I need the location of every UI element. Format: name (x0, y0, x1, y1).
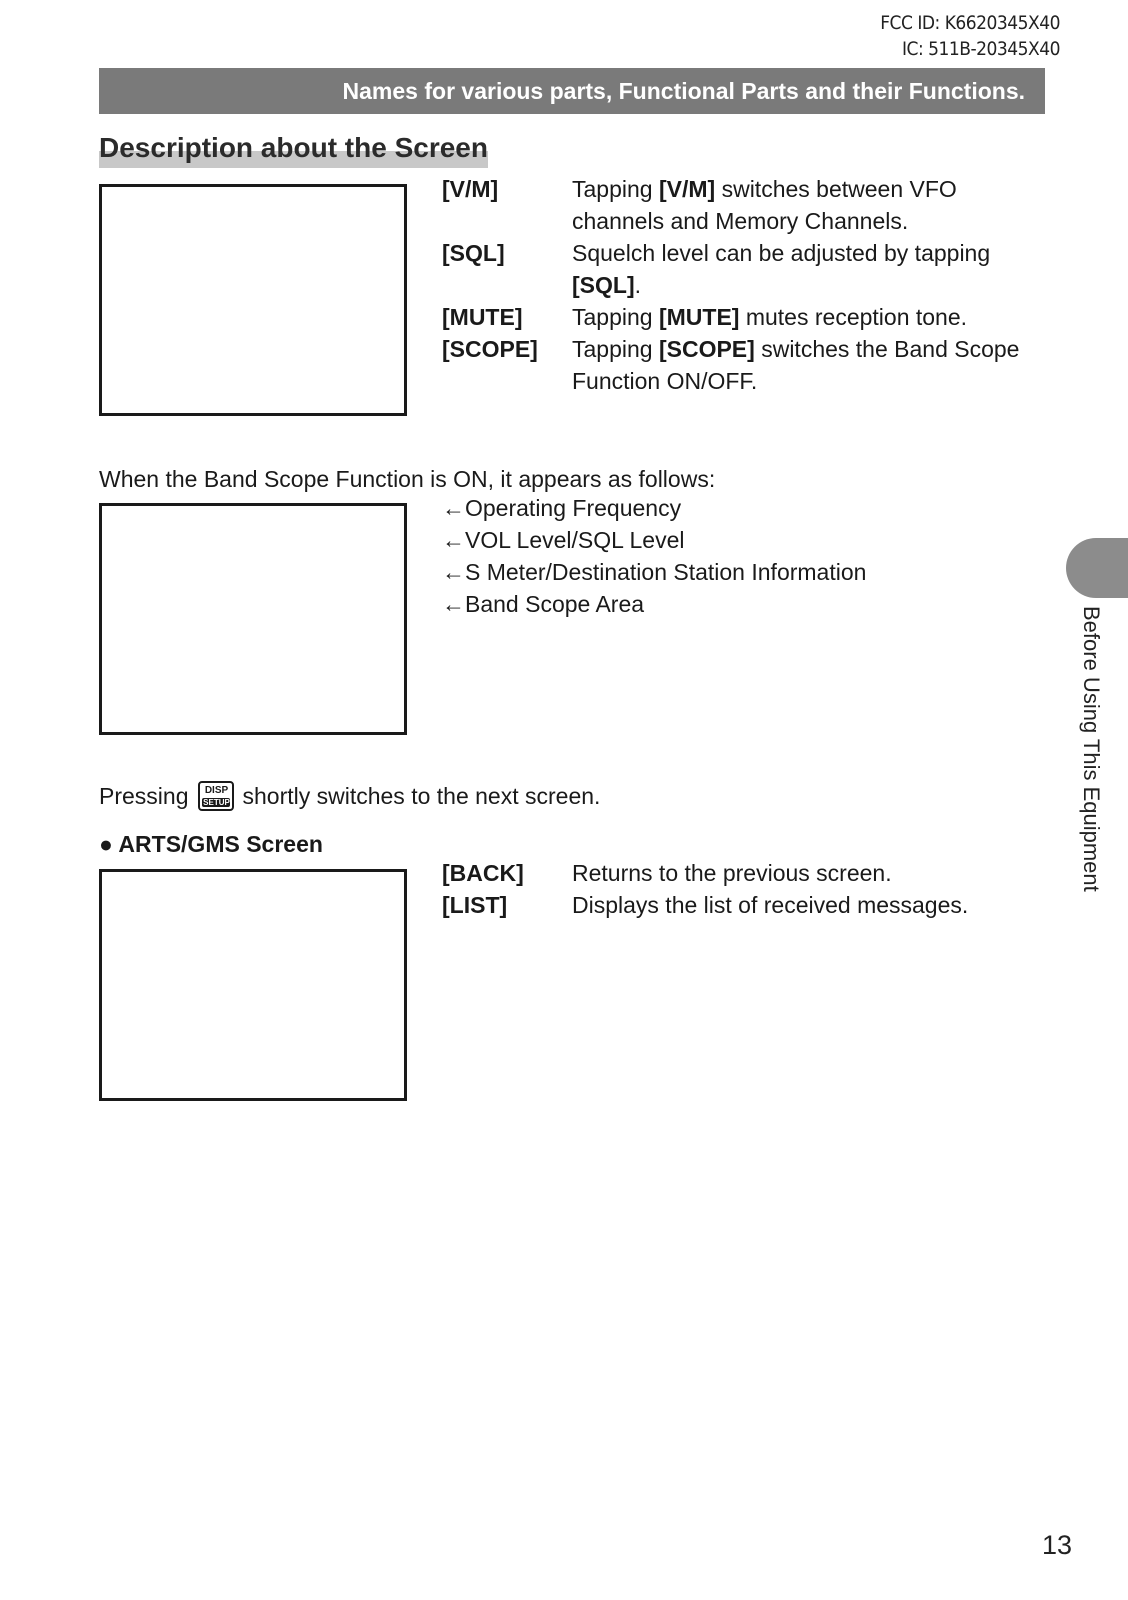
main-keys-list (442, 173, 1042, 397)
key-term: [LIST] (442, 892, 508, 918)
band-scope-callouts (442, 492, 866, 620)
key-term: [SQL] (442, 240, 505, 266)
page-number: 13 (1041, 1530, 1072, 1560)
pressing-line (99, 780, 600, 813)
key-desc: Squelch level can be adjusted by tapping [SQL]. (572, 240, 991, 298)
key-row-back (442, 857, 1042, 889)
arts-keys-list (442, 857, 1042, 921)
key-desc: Tapping [V/M] switches between VFO channels and Memory Channels. (572, 176, 957, 234)
key-desc: Tapping [SCOPE] switches the Band Scope Function ON/OFF. (572, 336, 1020, 394)
key-term: [V/M] (442, 176, 499, 202)
key-row-scope (442, 333, 1042, 397)
key-row-sql (442, 237, 1042, 301)
fcc-id-block (880, 10, 1060, 62)
key-row-list (442, 889, 1042, 921)
pressing-post: shortly switches to the next screen. (242, 783, 601, 809)
key-term: [BACK] (442, 860, 524, 886)
key-term: [MUTE] (442, 304, 523, 330)
screen-image-main (99, 184, 407, 416)
band-scope-intro: When the Band Scope Function is ON, it appears as follows: (99, 466, 716, 492)
key-term: [SCOPE] (442, 336, 538, 362)
key-row-mute (442, 301, 1042, 333)
key-row-vm (442, 173, 1042, 237)
fcc-id: FCC ID: K6620345X40 (880, 12, 1060, 34)
arts-gms-title: ● ARTS/GMS Screen (99, 831, 323, 857)
chapter-side-tab (1066, 538, 1128, 598)
callout-vol-sql-level: ←VOL Level/SQL Level (442, 527, 685, 553)
disp-setup-key-icon: DISP SETUP (198, 781, 234, 811)
ic-id: IC: 511B-20345X40 (901, 38, 1060, 60)
callout-operating-frequency: ←Operating Frequency (442, 495, 682, 521)
screen-image-arts-gms (99, 869, 407, 1101)
key-desc: Displays the list of received messages. (572, 892, 969, 918)
chapter-side-label: Before Using This Equipment (1079, 606, 1104, 892)
section-title: Description about the Screen (99, 130, 488, 168)
pressing-pre: Pressing (99, 783, 189, 809)
callout-s-meter: ←S Meter/Destination Station Information (442, 559, 867, 585)
chapter-banner: Names for various parts, Functional Parts and their Functions. (99, 68, 1045, 114)
key-desc: Returns to the previous screen. (572, 860, 892, 886)
screen-image-band-scope (99, 503, 407, 735)
callout-band-scope-area: ←Band Scope Area (442, 591, 645, 617)
key-desc: Tapping [MUTE] mutes reception tone. (572, 304, 968, 330)
